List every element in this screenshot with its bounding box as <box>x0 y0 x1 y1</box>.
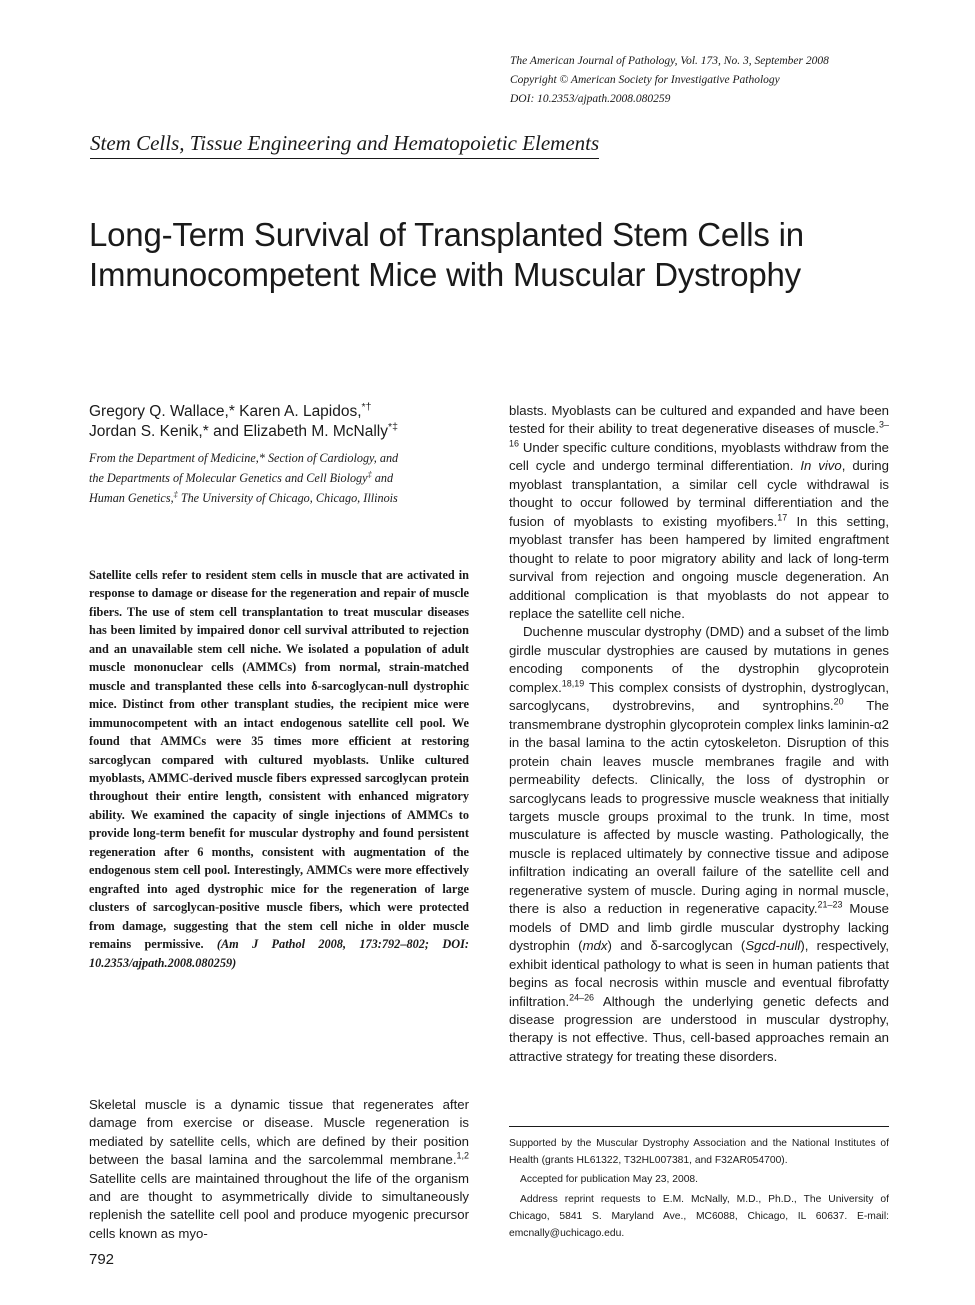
author-line-1 <box>89 402 479 422</box>
body-text-left-column <box>89 1096 469 1243</box>
article-title-line-2: Immunocompetent Mice with Muscular Dystrophy <box>89 256 801 293</box>
affiliation-mark: ‡ <box>173 489 178 499</box>
reference-mark: 24–26 <box>569 992 595 1003</box>
affiliation-mark: *‡ <box>387 420 398 433</box>
footnote-divider <box>509 1126 889 1127</box>
body-text-right-column <box>509 402 889 1066</box>
body-text: ) and δ-sarcoglycan ( <box>607 938 746 954</box>
italic-term: Sgcd-null <box>745 938 801 954</box>
intro-paragraph <box>89 1096 469 1243</box>
reference-mark: 20 <box>833 696 844 707</box>
body-text: Duchenne muscular dystrophy (DMD) and a subset of the limb girdle muscular dystrophies are caused by mutations in genes encoding components of the dystrophin glycoprotein complex. <box>509 624 889 695</box>
reference-mark: 1,2 <box>456 1150 469 1161</box>
affiliation-mark: * <box>228 403 235 420</box>
italic-term: In vivo <box>800 458 842 474</box>
body-text: blasts. Myoblasts can be cultured and expanded and have been tested for their ability to treat degenerative diseases of muscle. <box>509 403 889 437</box>
body-text: This complex consists of dystrophin, dystroglycan, sarcoglycans, dystrobrevins, and syntrophins. <box>509 679 889 714</box>
body-text: Satellite cells are maintained throughout the life of the organism and are thought to asymmetrically divide to simultaneously replenish the satellite cell pool and produce myogenic precursor cells known as myo- <box>89 1170 469 1241</box>
affiliation-line-3 <box>89 488 464 508</box>
page-number: 792 <box>89 1251 115 1268</box>
affiliation <box>89 448 464 508</box>
footnotes <box>509 1135 889 1242</box>
journal-volume-line: The American Journal of Pathology, Vol. 173, No. 3, September 2008 <box>510 55 829 67</box>
reprint-address-footnote: Address reprint requests to E.M. McNally, M.D., Ph.D., The University of Chicago, 5841 S. Maryland Ave., MC6088, Chicago, IL 60637. E-mail: emcnally@uchicago.edu. <box>509 1193 889 1240</box>
author-list <box>89 402 479 442</box>
funding-footnote: Supported by the Muscular Dystrophy Association and the National Institutes of Health (grants HL61322, T32HL007381, and F32AR054700). <box>509 1138 889 1167</box>
journal-doi-line: DOI: 10.2353/ajpath.2008.080259 <box>510 93 671 105</box>
affiliation-text: Human Genetics, <box>89 491 174 505</box>
body-text: Mouse models of DMD and limb girdle muscular dystrophy lacking dystrophin ( <box>509 901 889 954</box>
abstract-citation: (Am J Pathol 2008, 173:792–802; DOI: 10.2353/ajpath.2008.080259) <box>89 937 469 970</box>
affiliation-mark: ‡ <box>367 469 372 479</box>
section-title: Stem Cells, Tissue Engineering and Hematopoietic Elements <box>90 131 599 159</box>
accepted-date-footnote: Accepted for publication May 23, 2008. <box>520 1174 699 1186</box>
affiliation-mark: *† <box>361 400 372 413</box>
affiliation-text: The University of Chicago, Chicago, Illinois <box>177 491 398 505</box>
author-name: Gregory Q. Wallace, <box>89 403 229 420</box>
reference-mark: 3–16 <box>509 420 889 449</box>
author-name: and Elizabeth M. McNally <box>208 423 388 440</box>
author-name: Karen A. Lapidos, <box>234 403 362 420</box>
affiliation-text: the Departments of Molecular Genetics and Cell Biology <box>89 471 368 485</box>
affiliation-text: From the Department of Medicine, <box>89 451 259 465</box>
body-text: The transmembrane dystrophin glycoprotein complex links laminin-α2 in the basal lamina to the actin cytoskeleton. Disruption of this protein chain leaves muscle membranes fragile and with permeability defects. Clinically, the loss of dystrophin or sarcoglycans leads to progressive muscle weakness that initially targets muscle groups proximal to the trunk. In time, most musculature is affected by muscle wasting. Pathologically, the muscle is replaced ultimately by connective tissue and adipose infiltration indicating an overall failure of the satellite cell and regenerative system of muscle. During aging in normal muscle, there is also a reduction in regenerative capacity. <box>509 698 890 917</box>
abstract-text: Satellite cells refer to resident stem cells in muscle that are activated in response to damage or disease for the regeneration and repair of muscle fibers. The use of stem cell transplantation to treat muscular diseases has been limited by impaired donor cell survival attributed to rejection and an unavailable stem cell niche. We isolated a population of adult muscle mononuclear cells (AMMCs) from normal, strain-matched muscle and transplanted these cells into δ-sarcoglycan-null dystrophic mice. Distinct from other transplant studies, the recipient mice were immunocompetent with an intact endogenous satellite cell pool. We found that AMMCs were 35 times more efficient at restoring sarcoglycan compared with cultured myoblasts. Unlike cultured myoblasts, AMMC-derived muscle fibers expressed sarcoglycan protein throughout their entire length, consistent with enhanced migratory ability. We examined the capacity of single injections of AMMCs to provide long-term benefit for muscular dystrophy and found persistent regeneration after 6 months, consistent with augmentation of the endogenous stem cell pool. Interestingly, AMMCs were more effectively engrafted into aged dystrophic mice for the regeneration of large clusters of sarcoglycan-positive muscle fibers, which were protected from damage, suggesting that the stem cell niche in older muscle remains permissive. <box>89 568 469 952</box>
author-line-2 <box>89 422 479 442</box>
reference-mark: 21–23 <box>817 899 843 910</box>
body-paragraph-1 <box>509 402 889 623</box>
journal-copyright-line: Copyright © American Society for Investigative Pathology <box>510 74 780 86</box>
affiliation-line-2 <box>89 468 464 488</box>
body-text: , during myoblast transplantation, a similar cell cycle withdrawal is thought to occur followed by terminal differentiation and the fusion of myoblasts to existing myofibers. <box>509 458 889 529</box>
reference-mark: 18,19 <box>561 678 585 689</box>
reference-mark: 17 <box>777 512 788 523</box>
italic-term: mdx <box>582 938 608 954</box>
author-name: Jordan S. Kenik, <box>89 423 203 440</box>
abstract <box>89 566 469 972</box>
body-text: Under specific culture conditions, myoblasts withdraw from the cell cycle and undergo terminal differentiation. <box>509 439 889 474</box>
body-text: ), respectively, exhibit identical pathology to what is seen in human patients that begins as focal necrosis within muscle and eventual fibrofatty infiltration. <box>509 938 889 1009</box>
affiliation-text: * Section of Cardiology, and <box>258 451 399 465</box>
body-text: Although the underlying genetic defects and disease progression are understood in muscular dystrophy, therapy is not effective. Thus, cell-based approaches remain an attractive strategy for treating these disorders. <box>509 993 889 1064</box>
body-paragraph-2 <box>509 623 889 1066</box>
journal-citation-header <box>510 52 910 109</box>
affiliation-text: and <box>371 471 394 485</box>
body-text: In this setting, myoblast transfer has been hampered by limited engraftment thought to relate to poor migratory ability and lack of long-term survival from rejection and ongoing muscle degeneration. An additional complication is that myoblasts do not appear to replace the satellite cell niche. <box>509 513 889 621</box>
article-title-line-1: Long-Term Survival of Transplanted Stem Cells in <box>89 216 804 253</box>
article-title <box>89 215 909 295</box>
body-text: Skeletal muscle is a dynamic tissue that regenerates after damage from exercise or disease. Muscle regeneration is mediated by satellite cells, which are defined by their position between the basal lamina and the sarcolemmal membrane. <box>89 1097 469 1168</box>
affiliation-mark: * <box>202 423 209 440</box>
affiliation-line-1 <box>89 448 464 468</box>
